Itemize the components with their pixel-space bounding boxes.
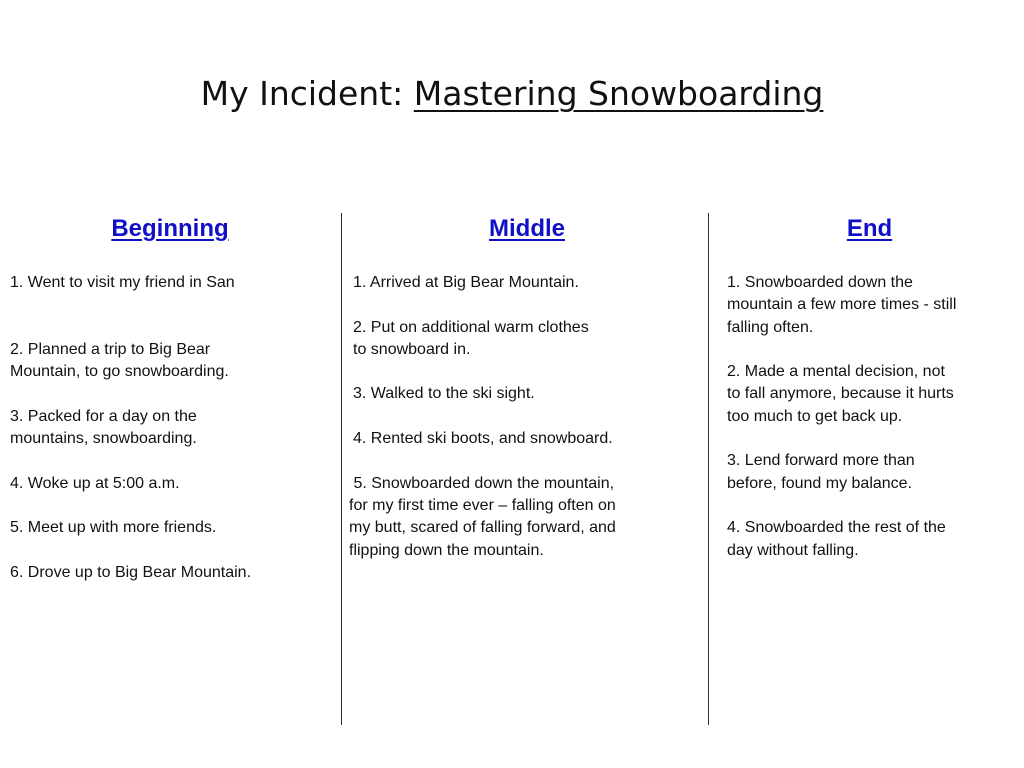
beginning-item-4: 4. Woke up at 5:00 a.m. [10, 474, 180, 492]
column-divider-right [708, 213, 709, 725]
beginning-item-1: 1. Went to visit my friend in San [10, 274, 235, 291]
beginning-heading[interactable]: Beginning [111, 215, 229, 242]
middle-heading[interactable]: Middle [489, 215, 565, 242]
end-item-2: 2. Made a mental decision, not to fall anymore, because it hurts too much to get back up. [727, 363, 954, 425]
column-divider-left [341, 213, 342, 725]
beginning-item-6: 6. Drove up to Big Bear Mountain. [10, 563, 252, 581]
beginning-item-5: 5. Meet up with more friends. [10, 519, 217, 537]
title-prefix: My Incident: [200, 74, 404, 113]
beginning-item-2: 2. Planned a trip to Big Bear Mountain, to go snowboarding. [10, 340, 229, 381]
end-item-4: 4. Snowboarded the rest of the day without falling. [727, 519, 946, 559]
beginning-column [10, 212, 340, 584]
end-column [727, 212, 1012, 562]
middle-item-4: 4. Rented ski boots, and snowboard. [353, 430, 613, 448]
title-subject: Mastering Snowboarding [413, 74, 824, 113]
middle-item-3: 3. Walked to the ski sight. [353, 385, 535, 403]
page-title [0, 74, 1024, 113]
end-item-1: 1. Snowboarded down the mountain a few more times - still falling often. [727, 274, 957, 336]
middle-column [349, 212, 705, 562]
middle-item-1: 1. Arrived at Big Bear Mountain. [353, 274, 579, 291]
end-item-3: 3. Lend forward more than before, found my balance. [727, 452, 915, 492]
end-heading[interactable]: End [846, 215, 893, 242]
middle-item-5: 5. Snowboarded down the mountain, for my first time ever – falling often on my butt, scared of falling forward, and flipping down the mountain. [349, 474, 616, 559]
middle-item-2: 2. Put on additional warm clothes to snowboard in. [353, 318, 589, 358]
beginning-item-3: 3. Packed for a day on the mountains, snowboarding. [10, 407, 197, 448]
